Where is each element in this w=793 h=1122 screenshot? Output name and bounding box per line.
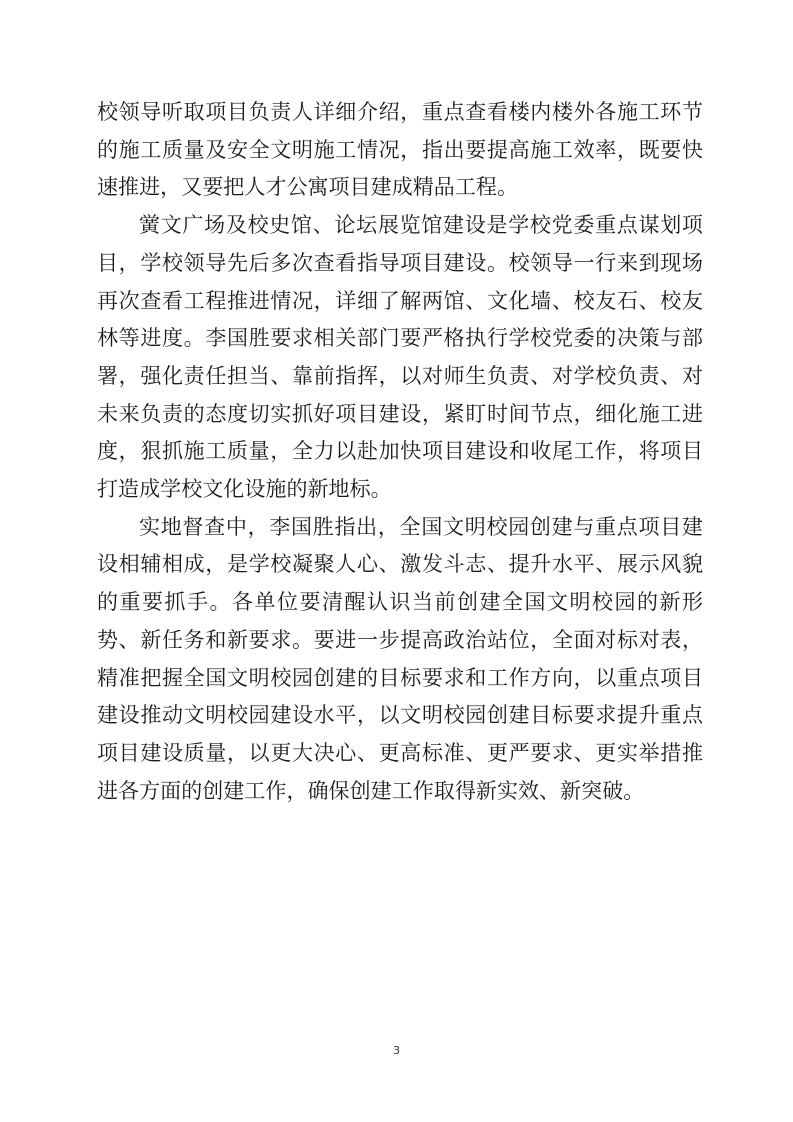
paragraph-1: 校领导听取项目负责人详细介绍，重点查看楼内楼外各施工环节的施工质量及安全文明施工情况，指出要提高施工效率，既要快速推进，又要把人才公寓项目建成精品工程。 xyxy=(97,100,703,200)
paragraph-2: 黉文广场及校史馆、论坛展览馆建设是学校党委重点谋划项目，学校领导先后多次查看指导项目建设。校领导一行来到现场再次查看工程推进情况，详细了解两馆、文化墙、校友石、校友林等进度。李国胜要求相关部门要严格执行学校党委的决策与部署，强化责任担当、靠前指挥，以对师生负责、对学校负责、对未来负责的态度切实抓好项目建设，紧盯时间节点，细化施工进度，狠抓施工质量，全力以赴加快项目建设和收尾工作，将项目打造成学校文化设施的新地标。 xyxy=(97,213,703,502)
body-text xyxy=(97,94,703,810)
page-number: 3 xyxy=(393,1044,400,1057)
paragraph-3: 实地督查中，李国胜指出，全国文明校园创建与重点项目建设相辅相成，是学校凝聚人心、激发斗志、提升水平、展示风貌的重要抓手。各单位要清醒认识当前创建全国文明校园的新形势、新任务和新要求。要进一步提高政治站位，全面对标对表，精准把握全国文明校园创建的目标要求和工作方向，以重点项目建设推动文明校园建设水平，以文明校园创建目标要求提升重点项目建设质量，以更大决心、更高标准、更严要求、更实举措推进各方面的创建工作，确保创建工作取得新实效、新突破。 xyxy=(97,514,703,803)
